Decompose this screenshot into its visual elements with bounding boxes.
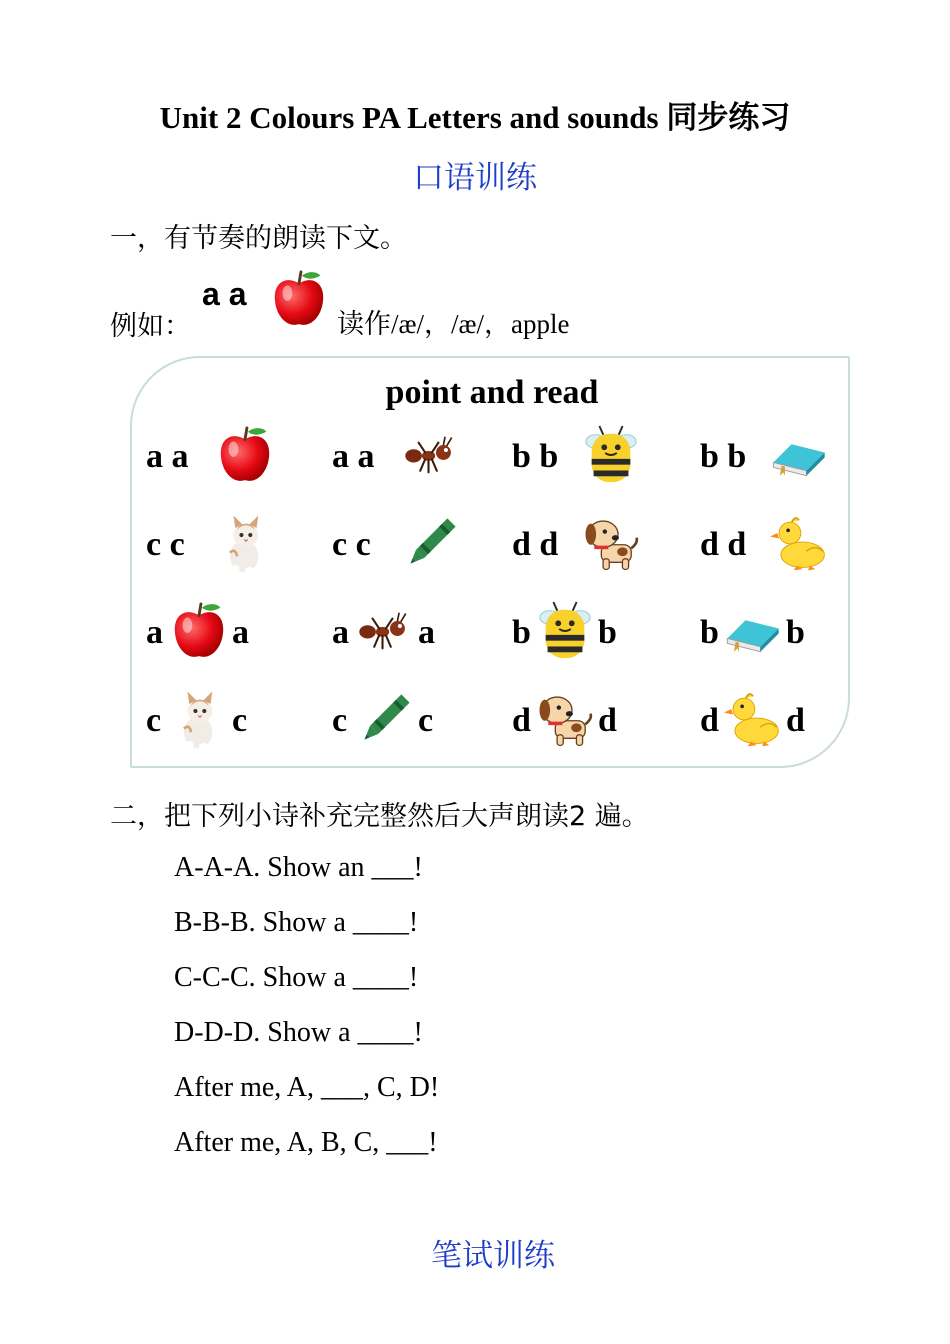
cell-letter-left: a: [146, 614, 163, 651]
apple-icon: [170, 600, 228, 662]
poem-line: After me, A, B, C, ___!: [174, 1127, 438, 1158]
bee-icon: [536, 600, 594, 662]
cell-letter-left: b b: [700, 438, 747, 475]
cell-letter-left: b: [700, 614, 719, 651]
written-practice-heading: 笔试训练: [431, 1238, 555, 1274]
cell-letter-left: d: [512, 702, 531, 739]
question-1-instruction: 一，有节奏的朗读下文。: [110, 223, 407, 254]
apple-icon: [270, 268, 328, 330]
cell-letter-left: c c: [332, 526, 371, 563]
example-label: 例如：: [110, 311, 191, 342]
cell-letter-left: c c: [146, 526, 185, 563]
oral-practice-heading: 口语训练: [413, 160, 537, 196]
cell-letter-left: b b: [512, 438, 559, 475]
letter-picture-cell: [332, 600, 492, 680]
cell-letter-left: b: [512, 614, 531, 651]
example-letters: a a: [202, 276, 247, 312]
letter-picture-cell: [146, 512, 306, 592]
cell-letter-right: a: [418, 614, 435, 651]
point-and-read-panel: [130, 356, 850, 768]
question-2-instruction: 二，把下列小诗补充完整然后大声朗读2 遍。: [110, 801, 649, 832]
page-title: Unit 2 Colours PA Letters and sounds 同步练习: [159, 100, 791, 135]
poem-line: C-C-C. Show a ____!: [174, 962, 419, 993]
cell-letter-left: a: [332, 614, 349, 651]
cell-letter-right: c: [418, 702, 434, 739]
duck-icon: [770, 512, 828, 574]
dog-icon: [582, 512, 640, 574]
apple-icon: [216, 424, 274, 486]
cell-letter-left: c: [332, 702, 348, 739]
cell-letter-right: b: [598, 614, 617, 651]
cat-icon: [216, 512, 274, 574]
poem-line: D-D-D. Show a ____!: [174, 1017, 423, 1048]
cell-letter-right: a: [232, 614, 249, 651]
cell-letter-left: d d: [700, 526, 747, 563]
poem-line: After me, A, ___, C, D!: [174, 1072, 440, 1103]
cell-letter-left: a a: [332, 438, 375, 475]
letter-picture-cell: [332, 512, 492, 592]
poem-line: B-B-B. Show a ____!: [174, 907, 419, 938]
letter-picture-cell: [700, 512, 860, 592]
cell-letter-left: d d: [512, 526, 559, 563]
letter-picture-cell: [700, 424, 860, 504]
cell-letter-left: a a: [146, 438, 189, 475]
crayon-icon: [402, 512, 460, 574]
duck-icon: [724, 688, 782, 750]
letter-picture-cell: [146, 600, 306, 680]
dog-icon: [536, 688, 594, 750]
letter-picture-cell: [700, 688, 860, 768]
book-icon: [770, 424, 828, 486]
cell-letter-right: b: [786, 614, 805, 651]
letter-picture-cell: [512, 600, 672, 680]
letter-picture-cell: [512, 424, 672, 504]
bee-icon: [582, 424, 640, 486]
book-icon: [724, 600, 782, 662]
letter-picture-cell: [332, 688, 492, 768]
crayon-icon: [356, 688, 414, 750]
cell-letter-right: d: [598, 702, 617, 739]
cell-letter-left: d: [700, 702, 719, 739]
poem-line: A-A-A. Show an ___!: [174, 852, 423, 883]
letter-picture-cell: [146, 688, 306, 768]
cell-letter-right: c: [232, 702, 248, 739]
cell-letter-left: c: [146, 702, 162, 739]
ant-icon: [402, 424, 460, 486]
letter-picture-cell: [512, 512, 672, 592]
ant-icon: [356, 600, 414, 662]
letter-picture-cell: [332, 424, 492, 504]
example-pronunciation: 读作/æ/，/æ/，apple: [337, 309, 570, 339]
letter-picture-cell: [146, 424, 306, 504]
panel-title: point and read: [385, 374, 599, 411]
cell-letter-right: d: [786, 702, 805, 739]
letter-picture-cell: [512, 688, 672, 768]
letter-picture-cell: [700, 600, 860, 680]
cat-icon: [170, 688, 228, 750]
